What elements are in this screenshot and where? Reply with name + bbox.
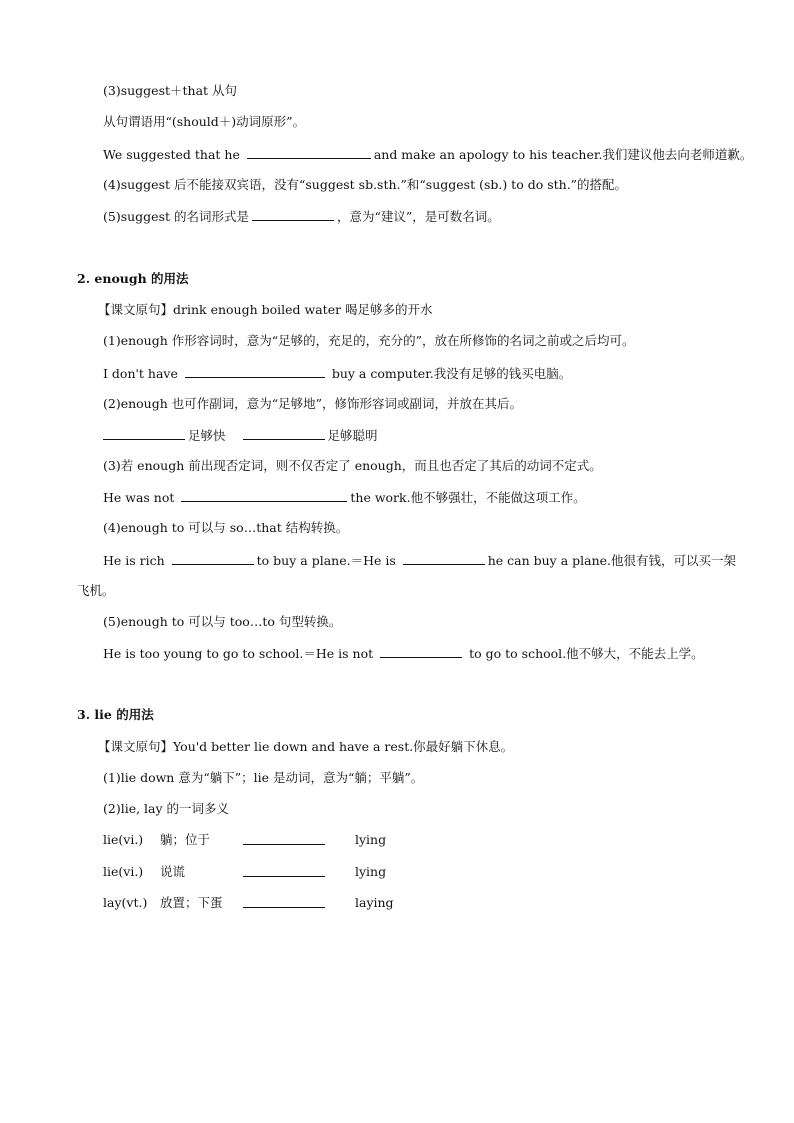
s2-line-2: (1)enough 作形容词时，意为“足够的，充足的，充分的”，放在所修饰的名词之前或之后均可。 — [103, 333, 635, 348]
s2-line-8: (4)enough to 可以与 so…that 结构转换。 — [103, 520, 349, 535]
s2-line-9 — [103, 552, 736, 569]
s2-line-11: (5)enough to 可以与 too…to 句型转换。 — [103, 614, 342, 629]
s1-line-3 — [103, 146, 752, 163]
section-title-enough: 2. enough 的用法 — [77, 271, 189, 286]
row-form: lying — [355, 832, 387, 847]
s2-line-5-b: 足够聪明 — [327, 428, 378, 443]
row-form: lying — [355, 864, 387, 879]
s2-line-7 — [103, 489, 586, 506]
fill-blank[interactable] — [243, 895, 325, 908]
s1-line-4: (4)suggest 后不能接双宾语，没有“suggest sb.sth.”和“suggest (sb.) to do sth.”的搭配。 — [103, 177, 628, 192]
s2-line-3-start: I don't have — [103, 366, 182, 381]
row-meaning: 放置；下蛋 — [160, 895, 223, 910]
s3-line-2: (1)lie down 意为“躺下”；lie 是动词，意为“躺；平躺”。 — [103, 770, 424, 785]
fill-blank[interactable] — [380, 645, 462, 658]
fill-blank[interactable] — [252, 208, 334, 221]
s1-line-5 — [103, 208, 500, 225]
s2-line-10: 飞机。 — [77, 583, 115, 598]
s2-line-7-end: the work.他不够强壮，不能做这项工作。 — [350, 490, 586, 505]
fill-blank[interactable] — [243, 427, 325, 440]
s2-line-4: (2)enough 也可作副词，意为“足够地”，修饰形容词或副词，并放在其后。 — [103, 396, 523, 411]
s2-line-5-a: 足够快 — [188, 428, 226, 443]
s2-line-9-c: he can buy a plane.他很有钱，可以买一架 — [487, 553, 737, 568]
row-meaning: 说谎 — [160, 864, 186, 879]
s2-line-6: (3)若 enough 前出现否定词，则不仅否定了 enough，而且也否定了其后的动词不定式。 — [103, 458, 602, 473]
fill-blank[interactable] — [103, 427, 185, 440]
s1-line-3-end: and make an apology to his teacher.我们建议他去向老师道歉。 — [373, 147, 753, 162]
row-form: laying — [355, 895, 394, 910]
s2-line-9-b: to buy a plane.＝He is — [256, 553, 400, 568]
row-meaning: 躺；位于 — [160, 832, 211, 847]
s2-line-9-a: He is rich — [103, 553, 169, 568]
s1-line-1: (3)suggest＋that 从句 — [103, 83, 238, 98]
row-word: lie(vi.) — [103, 832, 144, 847]
s2-line-7-start: He was not — [103, 490, 179, 505]
s2-line-12-start: He is too young to go to school.＝He is not — [103, 646, 378, 661]
s3-line-1: 【课文原句】You'd better lie down and have a rest.你最好躺下休息。 — [98, 739, 514, 754]
s2-line-3-end: buy a computer.我没有足够的钱买电脑。 — [327, 366, 572, 381]
fill-blank[interactable] — [181, 489, 347, 502]
s1-line-5-start: (5)suggest 的名词形式是 — [103, 209, 249, 224]
s2-line-3 — [103, 365, 571, 382]
fill-blank[interactable] — [243, 864, 325, 877]
fill-blank[interactable] — [243, 832, 325, 845]
section-title-lie: 3. lie 的用法 — [77, 707, 154, 722]
row-blank-wrap — [243, 832, 325, 849]
row-blank-wrap — [243, 895, 325, 912]
row-word: lay(vt.) — [103, 895, 148, 910]
s1-line-2: 从句谓语用“(should＋)动词原形”。 — [103, 114, 306, 129]
s3-line-3: (2)lie, lay 的一词多义 — [103, 801, 230, 816]
fill-blank[interactable] — [247, 146, 371, 159]
fill-blank[interactable] — [172, 552, 254, 565]
s1-line-5-end: ，意为“建议”，是可数名词。 — [336, 209, 500, 224]
s2-line-5 — [103, 427, 378, 444]
s2-line-12-end: to go to school.他不够大，不能去上学。 — [465, 646, 704, 661]
fill-blank[interactable] — [403, 552, 485, 565]
s1-line-3-start: We suggested that he — [103, 147, 244, 162]
row-word: lie(vi.) — [103, 864, 144, 879]
fill-blank[interactable] — [185, 365, 325, 378]
s2-line-1: 【课文原句】drink enough boiled water 喝足够多的开水 — [98, 302, 433, 317]
s2-line-12 — [103, 645, 704, 662]
row-blank-wrap — [243, 864, 325, 881]
